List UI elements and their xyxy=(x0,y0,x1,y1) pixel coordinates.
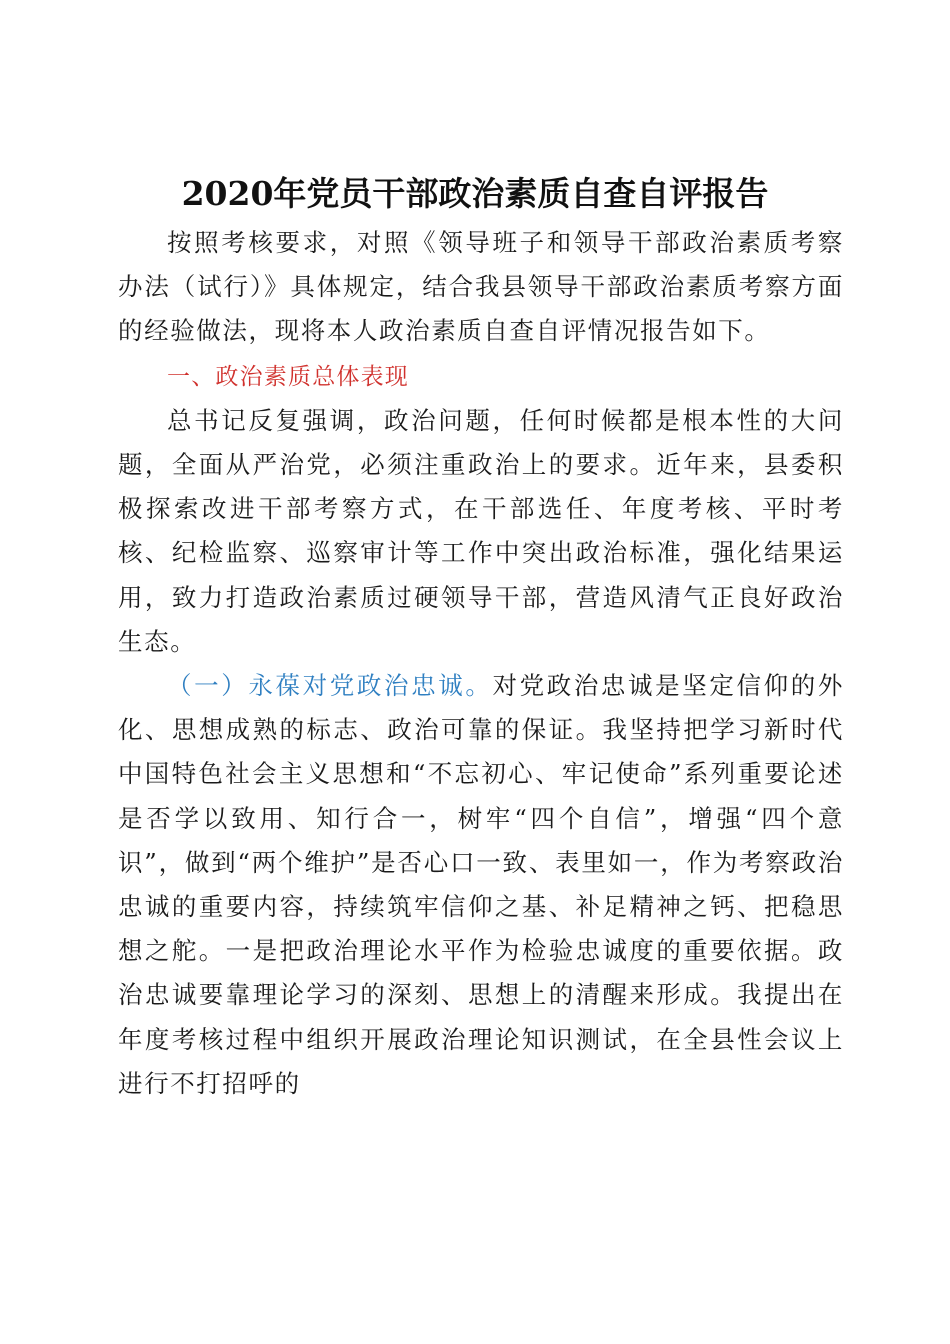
document-body xyxy=(118,221,844,1106)
subsection-1-paragraph xyxy=(118,664,844,1106)
subsection-1-heading: （一）永葆对党政治忠诚。 xyxy=(167,671,493,701)
document-title: 2020年党员干部政治素质自查自评报告 xyxy=(181,174,769,213)
section-heading xyxy=(118,354,844,399)
section-1-paragraph: 总书记反复强调，政治问题，任何时候都是根本性的大问题，全面从严治党，必须注重政治上的要求。近年来，县委积极探索改进干部考察方式，在干部选任、年度考核、平时考核、纪检监察、巡察审计等工作中突出政治标准，强化结果运用，致力打造政治素质过硬领导干部，营造风清气正良好政治生态。 xyxy=(118,405,844,656)
section-1-heading: 一、政治素质总体表现 xyxy=(167,363,409,390)
subsection-1-text: 对党政治忠诚是坚定信仰的外化、思想成熟的标志、政治可靠的保证。我坚持把学习新时代中国特色社会主义思想和“不忘初心、牢记使命”系列重要论述是否学以致用、知行合一，树牢“四个自信”，增强“四个意识”，做到“两个维护”是否心口一致、表里如一，作为考察政治忠诚的重要内容，持续筑牢信仰之基、补足精神之钙、把稳思想之舵。一是把政治理论水平作为检验忠诚度的重要依据。政治忠诚要靠理论学习的深刻、思想上的清醒来形成。我提出在年度考核过程中组织开展政治理论知识测试，在全县性会议上进行不打招呼的 xyxy=(118,671,844,1098)
intro-paragraph: 按照考核要求，对照《领导班子和领导干部政治素质考察办法（试行）》具体规定，结合我县领导干部政治素质考察方面的经验做法，现将本人政治素质自查自评情况报告如下。 xyxy=(118,228,844,346)
